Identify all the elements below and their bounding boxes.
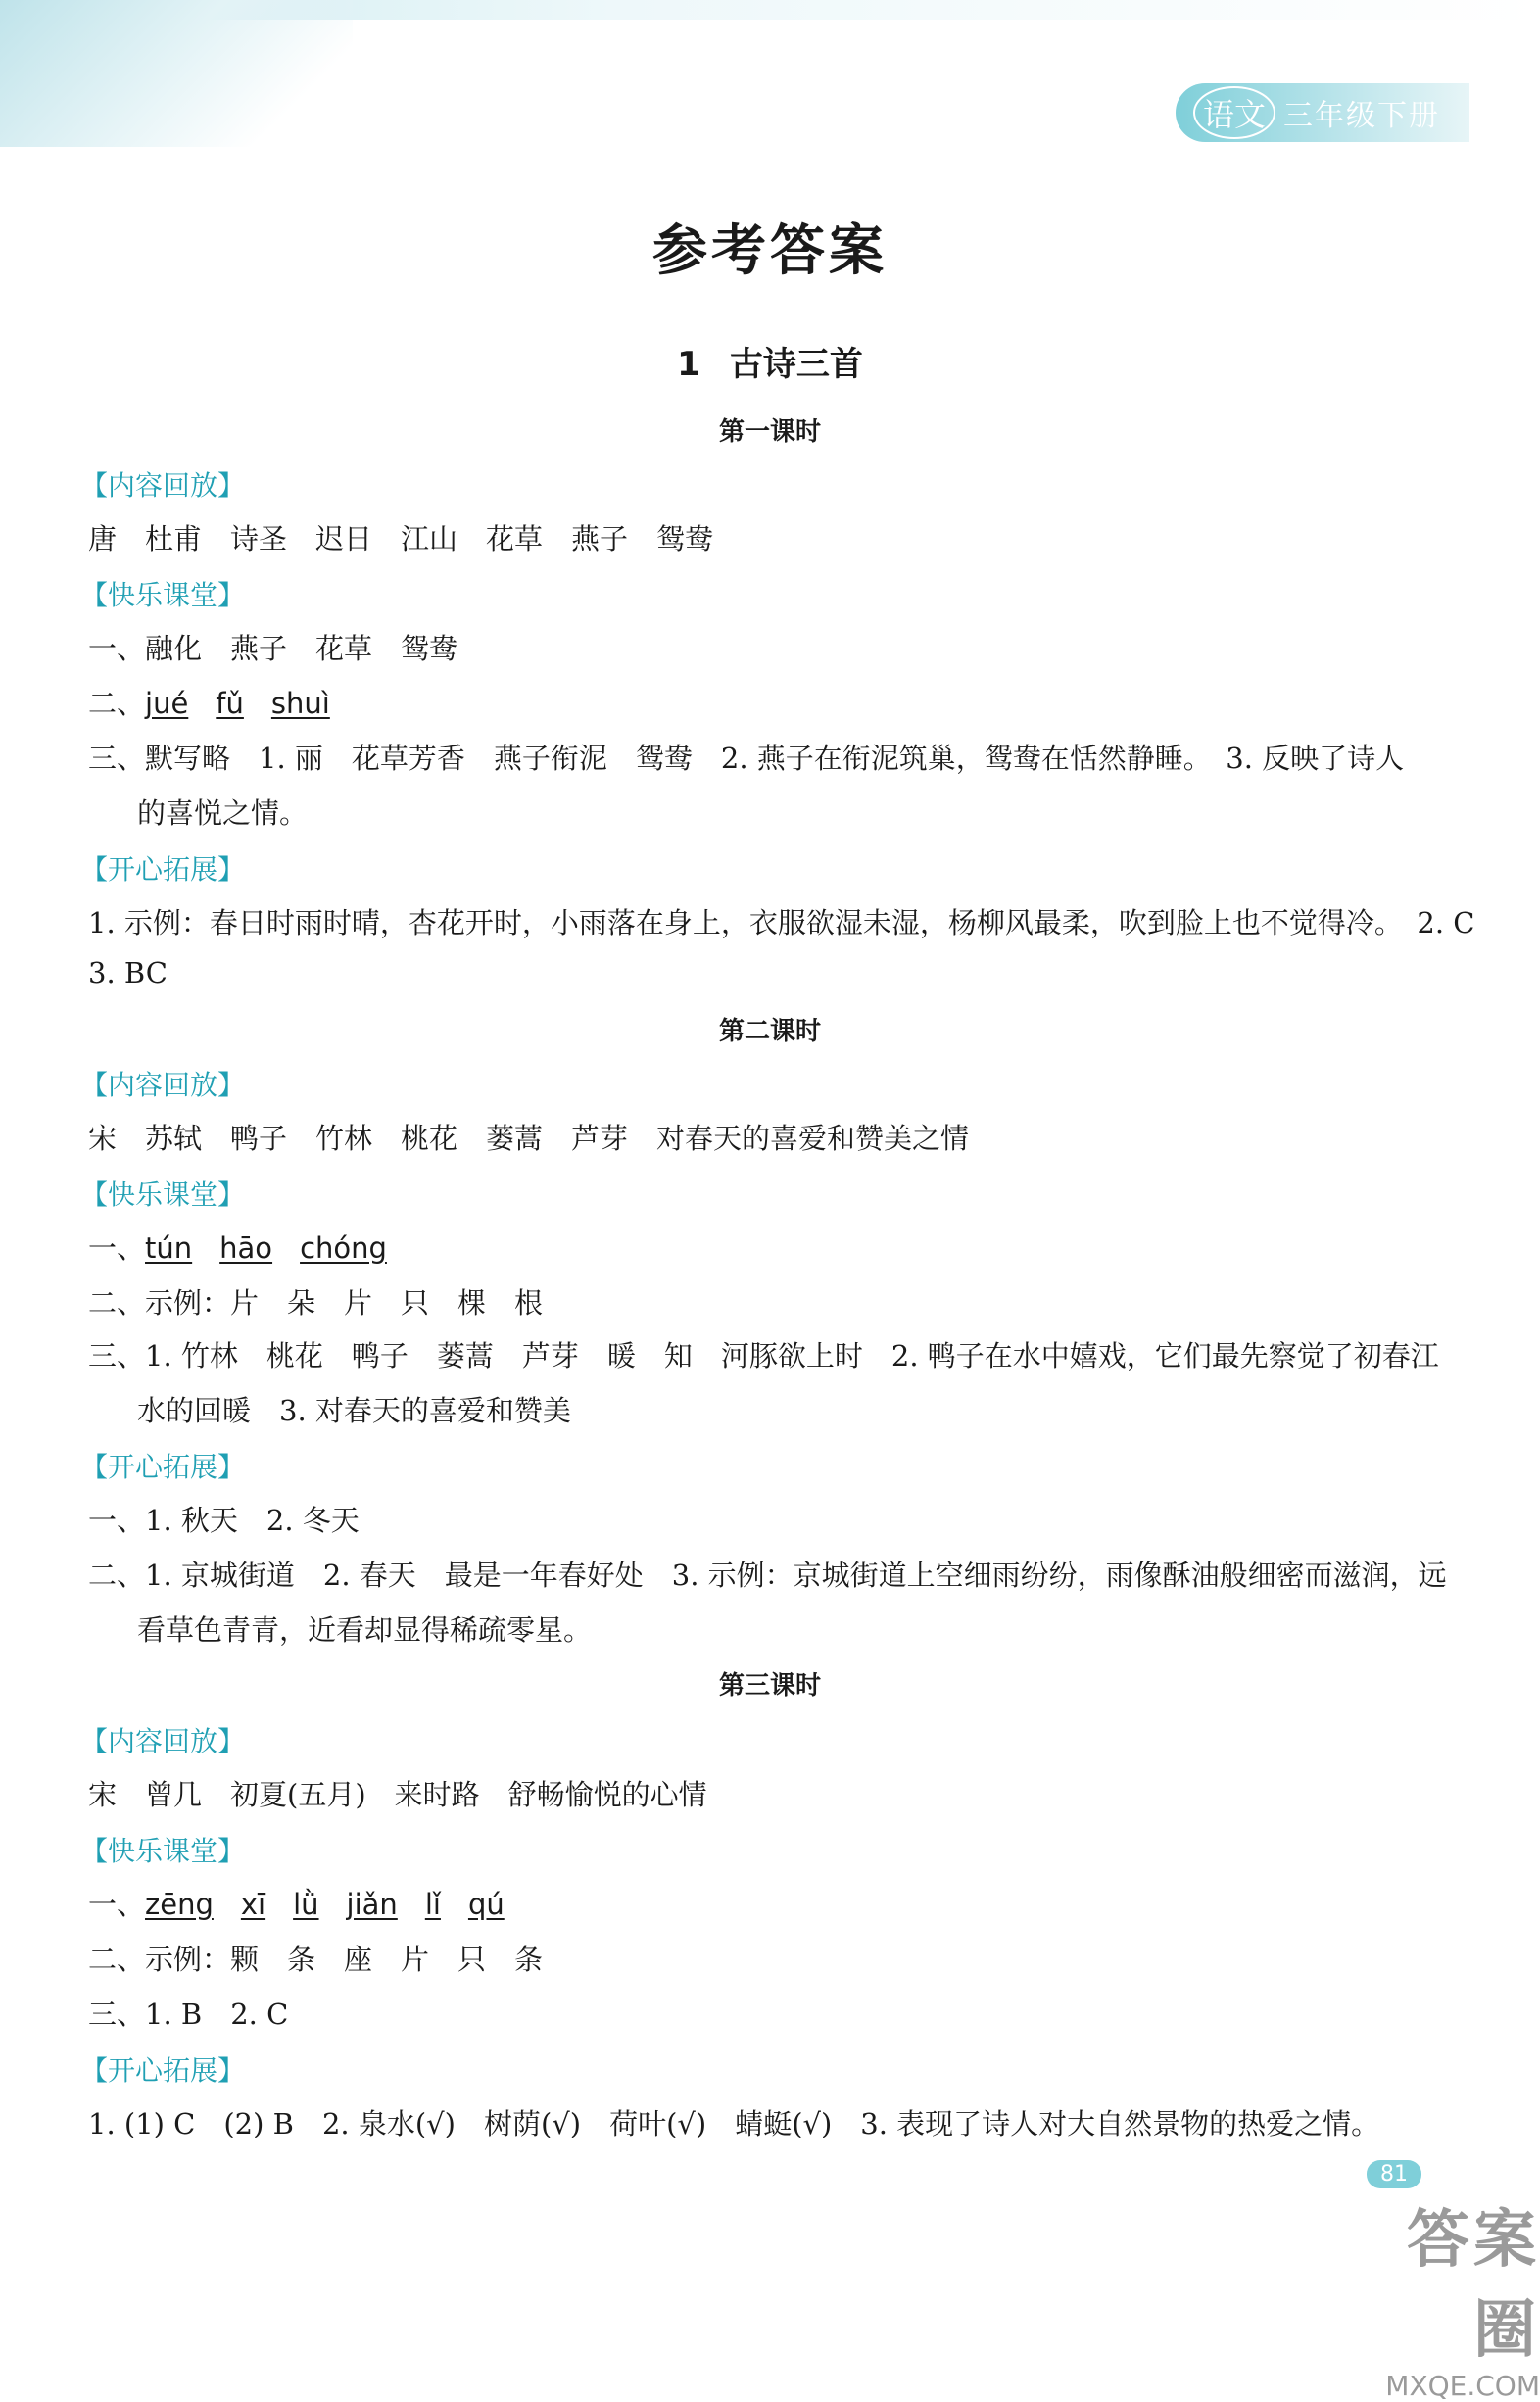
period-title-2: 第二课时	[718, 1017, 821, 1046]
p1-extension-2: 3. BC	[88, 956, 168, 989]
pinyin-item: jué	[145, 687, 189, 720]
section-review-1: 【内容回放】	[80, 469, 246, 502]
p1-c2-prefix: 二、	[88, 687, 146, 720]
pinyin-item: fǔ	[216, 687, 244, 720]
section-extension-2: 【开心拓展】	[80, 1451, 246, 1483]
lesson-title	[0, 337, 1540, 385]
page-title: 参考答案	[652, 219, 888, 283]
section-extension-1: 【开心拓展】	[80, 853, 246, 886]
pinyin-item: xī	[240, 1888, 266, 1921]
p2-classroom-2: 二、示例：片 朵 片 只 棵 根	[88, 1286, 544, 1320]
p2-extension-2b: 看草色青青，近看却显得稀疏零星。	[137, 1613, 593, 1647]
pinyin-item: qú	[467, 1888, 505, 1921]
section-extension-3: 【开心拓展】	[80, 2054, 246, 2087]
lesson-number: 1	[677, 345, 700, 384]
p2-classroom-1	[88, 1226, 1420, 1267]
p3-classroom-3: 三、1. B 2. C	[88, 1997, 289, 2031]
period-title-1: 第一课时	[718, 417, 821, 447]
p1-review: 唐 杜甫 诗圣 迟日 江山 花草 燕子 鸳鸯	[88, 522, 714, 555]
watermark	[1357, 2189, 1540, 2402]
p1-extension-1: 1. 示例：春日时雨时晴，杏花开时，小雨落在身上，衣服欲湿未湿，杨柳风最柔，吹到脸上也不觉得冷。 2. C	[88, 906, 1475, 939]
p1-classroom-1: 一、融化 燕子 花草 鸳鸯	[88, 632, 458, 665]
watermark-logo: 答案圈	[1407, 2204, 1540, 2367]
pinyin-item: jiǎn	[346, 1888, 398, 1921]
p2-extension-1: 一、1. 秋天 2. 冬天	[88, 1504, 360, 1537]
page-number-badge: 81	[1367, 2160, 1421, 2188]
subject-badge: 语文	[1193, 86, 1275, 139]
p2-c1-prefix: 一、	[88, 1231, 146, 1265]
p3-extension-1: 1. (1) C (2) B 2. 泉水(√) 树荫(√) 荷叶(√) 蜻蜓(√) 3. 表现了诗人对大自然景物的热爱之情。	[88, 2107, 1380, 2140]
section-review-3: 【内容回放】	[80, 1725, 246, 1757]
corner-decoration	[0, 0, 353, 147]
p2-classroom-3: 三、1. 竹林 桃花 鸭子 蒌蒿 芦芽 暖 知 河豚欲上时 2. 鸭子在水中嬉戏，它们最先察觉了初春江	[88, 1339, 1439, 1372]
pinyin-item: hāo	[219, 1231, 273, 1265]
p3-classroom-2: 二、示例：颗 条 座 片 只 条	[88, 1943, 544, 1976]
grade-label: 三年级下册	[1283, 99, 1441, 133]
p1-classroom-3: 三、默写略 1. 丽 花草芳香 燕子衔泥 鸳鸯 2. 燕子在衔泥筑巢，鸳鸯在恬然静睡。 3. 反映了诗人	[88, 742, 1405, 775]
pinyin-item: shuì	[270, 687, 330, 720]
header-tab	[1176, 83, 1469, 142]
p3-c1-prefix: 一、	[88, 1888, 146, 1921]
section-review-2: 【内容回放】	[80, 1069, 246, 1101]
p1-classroom-2	[88, 682, 1420, 722]
section-classroom-3: 【快乐课堂】	[80, 1835, 246, 1867]
period-title-3: 第三课时	[718, 1671, 821, 1701]
pinyin-item: tún	[145, 1231, 193, 1265]
p3-review: 宋 曾几 初夏(五月) 来时路 舒畅愉悦的心情	[88, 1778, 707, 1811]
pinyin-item: chóng	[300, 1231, 387, 1265]
p2-review: 宋 苏轼 鸭子 竹林 桃花 蒌蒿 芦芽 对春天的喜爱和赞美之情	[88, 1122, 970, 1155]
pinyin-item: lǐ	[424, 1888, 441, 1921]
lesson-name: 古诗三首	[729, 345, 863, 384]
pinyin-item: lǜ	[293, 1888, 319, 1921]
section-classroom-2: 【快乐课堂】	[80, 1178, 246, 1211]
p1-classroom-3b: 的喜悦之情。	[137, 796, 309, 830]
p3-classroom-1	[88, 1883, 1420, 1923]
watermark-url: MXQE.COM	[1385, 2370, 1540, 2402]
p2-classroom-3b: 水的回暖 3. 对春天的喜爱和赞美	[137, 1394, 571, 1427]
pinyin-item: zēng	[145, 1888, 214, 1921]
section-classroom-1: 【快乐课堂】	[80, 579, 246, 611]
p2-extension-2: 二、1. 京城街道 2. 春天 最是一年春好处 3. 示例：京城街道上空细雨纷纷，雨像酥油般细密而滋润，远	[88, 1559, 1447, 1592]
